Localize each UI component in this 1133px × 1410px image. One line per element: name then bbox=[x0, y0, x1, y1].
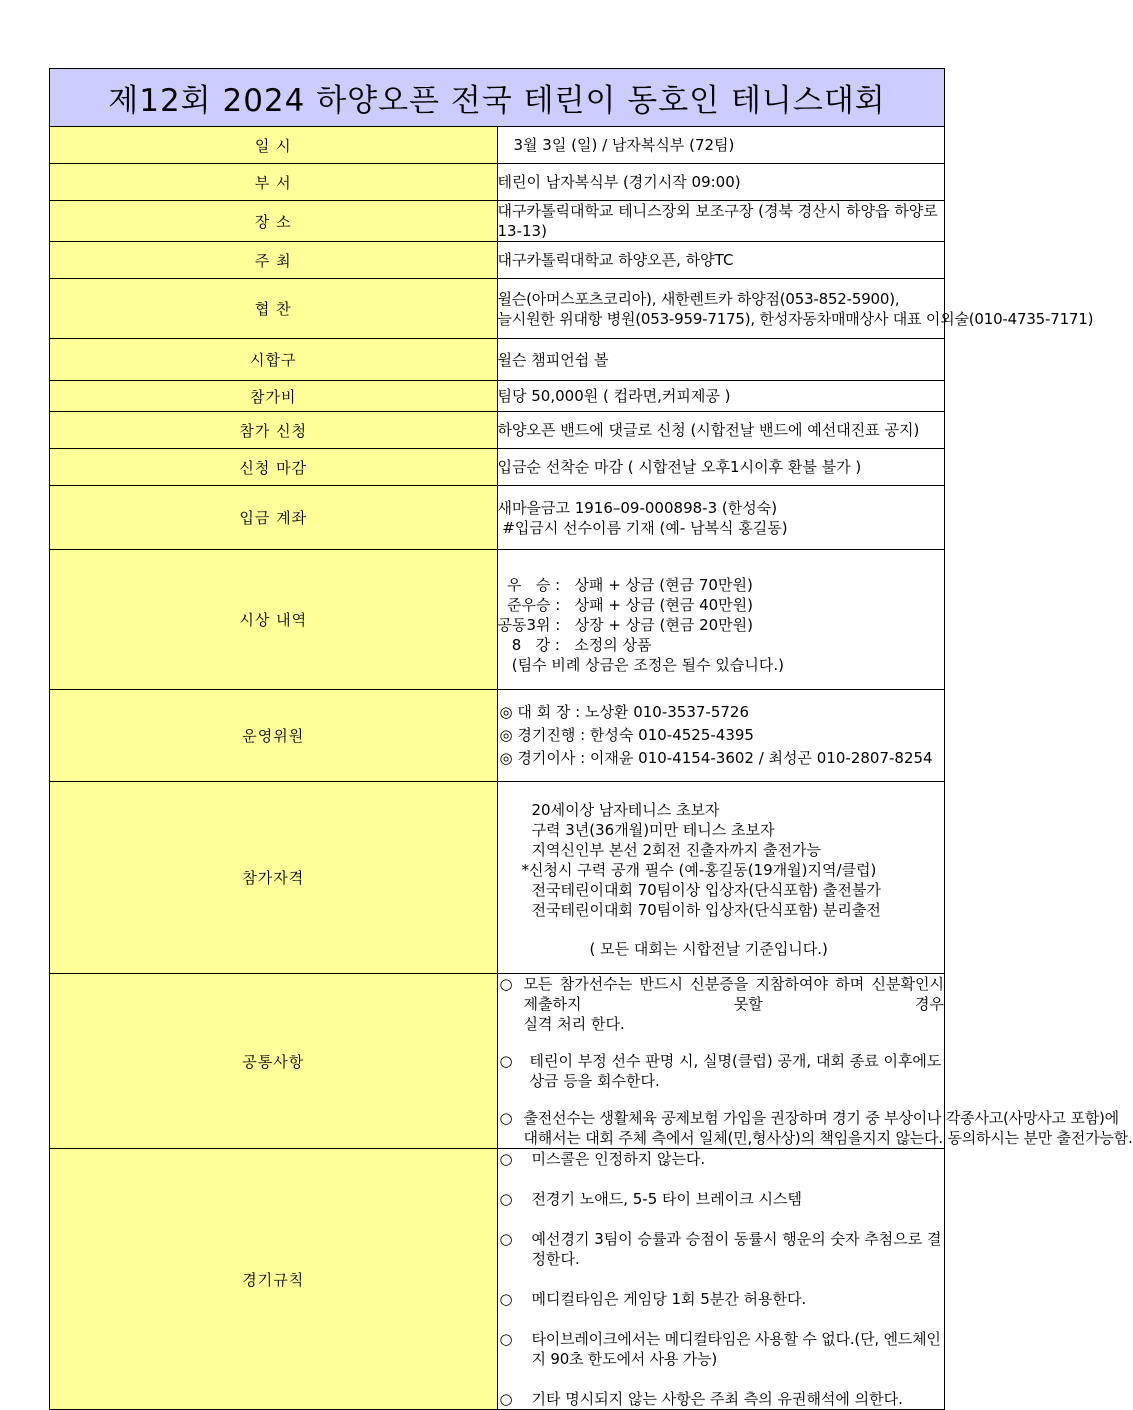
label-account: 입금 계좌 bbox=[50, 486, 498, 550]
label-date: 일 시 bbox=[50, 127, 498, 164]
eligibility-line: 구력 3년(36개월)미만 테니스 초보자 bbox=[531, 821, 775, 839]
eligibility-line: *신청시 구력 공개 필수 (예-홍길동(19개월)지역/클럽) bbox=[521, 861, 877, 879]
common-item-text: 대해서는 대회 주체 측에서 일체(민,형사상)의 책임을지지 않는다. 동의하시는 분만 출전가능함. bbox=[523, 1129, 1133, 1147]
row-fee bbox=[50, 381, 945, 412]
row-division bbox=[50, 164, 945, 201]
value-venue: 대구카톨릭대학교 테니스장외 보조구장 (경북 경산시 하양읍 하양로 13-13) bbox=[497, 201, 945, 242]
account-line: 새마을금고 1916–09-000898-3 (한성숙) bbox=[497, 498, 778, 517]
row-venue bbox=[50, 201, 945, 242]
common-item-text: 실격 처리 한다. bbox=[523, 1015, 625, 1033]
sponsor-line: 윌슨(아머스포츠코리아), 새한렌트카 하양점(053-852-5900), bbox=[497, 289, 900, 308]
rule-text: 예선경기 3팀이 승률과 승점이 동률시 행운의 숫자 추첨으로 결정한다. bbox=[531, 1230, 942, 1268]
circle-bullet-icon: ○ bbox=[499, 1109, 513, 1127]
rule-item bbox=[500, 1149, 945, 1169]
row-account bbox=[50, 486, 945, 550]
common-item bbox=[500, 974, 945, 1034]
label-division: 부 서 bbox=[50, 164, 498, 201]
document-title: 제12회 2024 하양오픈 전국 테린이 동호인 테니스대회 bbox=[50, 69, 945, 127]
rule-item bbox=[500, 1329, 945, 1369]
prize-line: 공동3위 : 상장 + 상금 (현금 20만원) bbox=[497, 615, 753, 634]
circle-bullet-icon: ○ bbox=[499, 1190, 513, 1208]
label-sponsor: 협 찬 bbox=[50, 279, 498, 339]
rule-item bbox=[500, 1389, 945, 1409]
row-ball bbox=[50, 339, 945, 381]
label-eligibility: 참가자격 bbox=[50, 782, 498, 974]
value-date: 3월 3일 (일) / 남자복식부 (72팀) bbox=[497, 127, 945, 164]
row-common bbox=[50, 974, 945, 1149]
rule-text: 기타 명시되지 않는 사항은 주최 측의 유권해석에 의한다. bbox=[531, 1390, 903, 1408]
label-prizes: 시상 내역 bbox=[50, 550, 498, 690]
label-ball: 시합구 bbox=[50, 339, 498, 381]
eligibility-line: 전국테린이대회 70팀이상 입상자(단식포함) 출전불가 bbox=[531, 881, 881, 899]
committee-line: ◎ 경기이사 : 이재윤 010-4154-3602 / 최성곤 010-2807-8254 bbox=[499, 749, 933, 767]
rule-item bbox=[500, 1229, 945, 1269]
value-ball: 윌슨 챔피언쉽 볼 bbox=[497, 339, 945, 381]
common-item bbox=[499, 1108, 1133, 1148]
rule-text: 미스콜은 인정하지 않는다. bbox=[531, 1150, 706, 1168]
row-apply bbox=[50, 412, 945, 449]
row-rules bbox=[50, 1149, 945, 1410]
value-division: 테린이 남자복식부 (경기시작 09:00) bbox=[497, 164, 945, 201]
value-rules bbox=[497, 1149, 945, 1410]
circle-bullet-icon: ○ bbox=[499, 975, 513, 993]
value-host: 대구카톨릭대학교 하양오픈, 하양TC bbox=[497, 242, 945, 279]
eligibility-line: 지역신인부 본선 2회전 진출자까지 출전가능 bbox=[531, 841, 821, 859]
prize-line: 준우승 : 상패 + 상금 (현금 40만원) bbox=[497, 595, 753, 614]
common-item-text: 모든 참가선수는 반드시 신분증을 지참하여야 하며 신분확인시 제출하지 못할 경우 bbox=[523, 975, 944, 1013]
value-deadline: 입금순 선착순 마감 ( 시합전날 오후1시이후 환불 불가 ) bbox=[497, 449, 945, 486]
tournament-info-table bbox=[49, 68, 1133, 1410]
value-account bbox=[497, 486, 945, 550]
common-item-text: 테린이 부정 선수 판명 시, 실명(클럽) 공개, 대회 종료 이후에도 상금 등을 회수한다. bbox=[529, 1052, 942, 1090]
eligibility-line: 전국테린이대회 70팀이하 입상자(단식포함) 분리출전 bbox=[531, 901, 881, 919]
circle-bullet-icon: ○ bbox=[499, 1390, 513, 1408]
rule-item bbox=[500, 1289, 945, 1309]
row-host bbox=[50, 242, 945, 279]
rule-item bbox=[500, 1189, 945, 1209]
common-item bbox=[500, 1051, 945, 1091]
account-line: #입금시 선수이름 기재 (예- 남복식 홍길동) bbox=[497, 518, 788, 537]
label-common: 공통사항 bbox=[50, 974, 498, 1149]
row-committee bbox=[50, 690, 945, 782]
row-eligibility bbox=[50, 782, 945, 974]
rule-text: 전경기 노애드, 5-5 타이 브레이크 시스템 bbox=[531, 1190, 802, 1208]
circle-bullet-icon: ○ bbox=[499, 1290, 513, 1308]
value-apply: 하양오픈 밴드에 댓글로 신청 (시합전날 밴드에 예선대진표 공지) bbox=[497, 412, 945, 449]
value-common bbox=[497, 974, 1133, 1149]
row-deadline bbox=[50, 449, 945, 486]
circle-bullet-icon: ○ bbox=[499, 1330, 513, 1348]
committee-line: ◎ 대 회 장 : 노상환 010-3537-5726 bbox=[499, 703, 749, 721]
value-committee bbox=[497, 690, 945, 782]
committee-line: ◎ 경기진행 : 한성숙 010-4525-4395 bbox=[499, 726, 754, 744]
label-venue: 장 소 bbox=[50, 201, 498, 242]
row-sponsor bbox=[50, 279, 945, 339]
sponsor-line: 늘시원한 위대항 병원(053-959-7175), 한성자동차매매상사 대표 이외술(010-4735-7171) bbox=[497, 309, 1094, 328]
rule-text: 메디컬타임은 게임당 1회 5분간 허용한다. bbox=[531, 1290, 807, 1308]
label-committee: 운영위원 bbox=[50, 690, 498, 782]
rule-text: 타이브레이크에서는 메디컬타임은 사용할 수 없다.(단, 엔드체인지 90초 한도에서 사용 가능) bbox=[531, 1330, 941, 1368]
prize-line: (팀수 비례 상금은 조정은 될수 있습니다.) bbox=[497, 655, 784, 674]
value-eligibility bbox=[497, 782, 945, 974]
prize-line: 우 승 : 상패 + 상금 (현금 70만원) bbox=[497, 575, 753, 594]
label-apply: 참가 신청 bbox=[50, 412, 498, 449]
value-prizes bbox=[497, 550, 945, 690]
label-fee: 참가비 bbox=[50, 381, 498, 412]
value-fee: 팀당 50,000원 ( 컵라면,커피제공 ) bbox=[497, 381, 945, 412]
circle-bullet-icon: ○ bbox=[499, 1052, 513, 1070]
label-host: 주 최 bbox=[50, 242, 498, 279]
circle-bullet-icon: ○ bbox=[499, 1230, 513, 1248]
common-item-text: 출전선수는 생활체육 공제보험 가입을 권장하며 경기 중 부상이나 각종사고(사망사고 포함)에 bbox=[523, 1109, 1119, 1127]
value-sponsor bbox=[497, 279, 1094, 339]
label-deadline: 신청 마감 bbox=[50, 449, 498, 486]
label-rules: 경기규칙 bbox=[50, 1149, 498, 1410]
circle-bullet-icon: ○ bbox=[499, 1150, 513, 1168]
prize-line: 8 강 : 소정의 상품 bbox=[497, 635, 652, 654]
eligibility-note: ( 모든 대회는 시합전날 기준입니다.) bbox=[589, 940, 828, 958]
row-prizes bbox=[50, 550, 945, 690]
row-date bbox=[50, 127, 945, 164]
eligibility-line: 20세이상 남자테니스 초보자 bbox=[531, 801, 720, 819]
